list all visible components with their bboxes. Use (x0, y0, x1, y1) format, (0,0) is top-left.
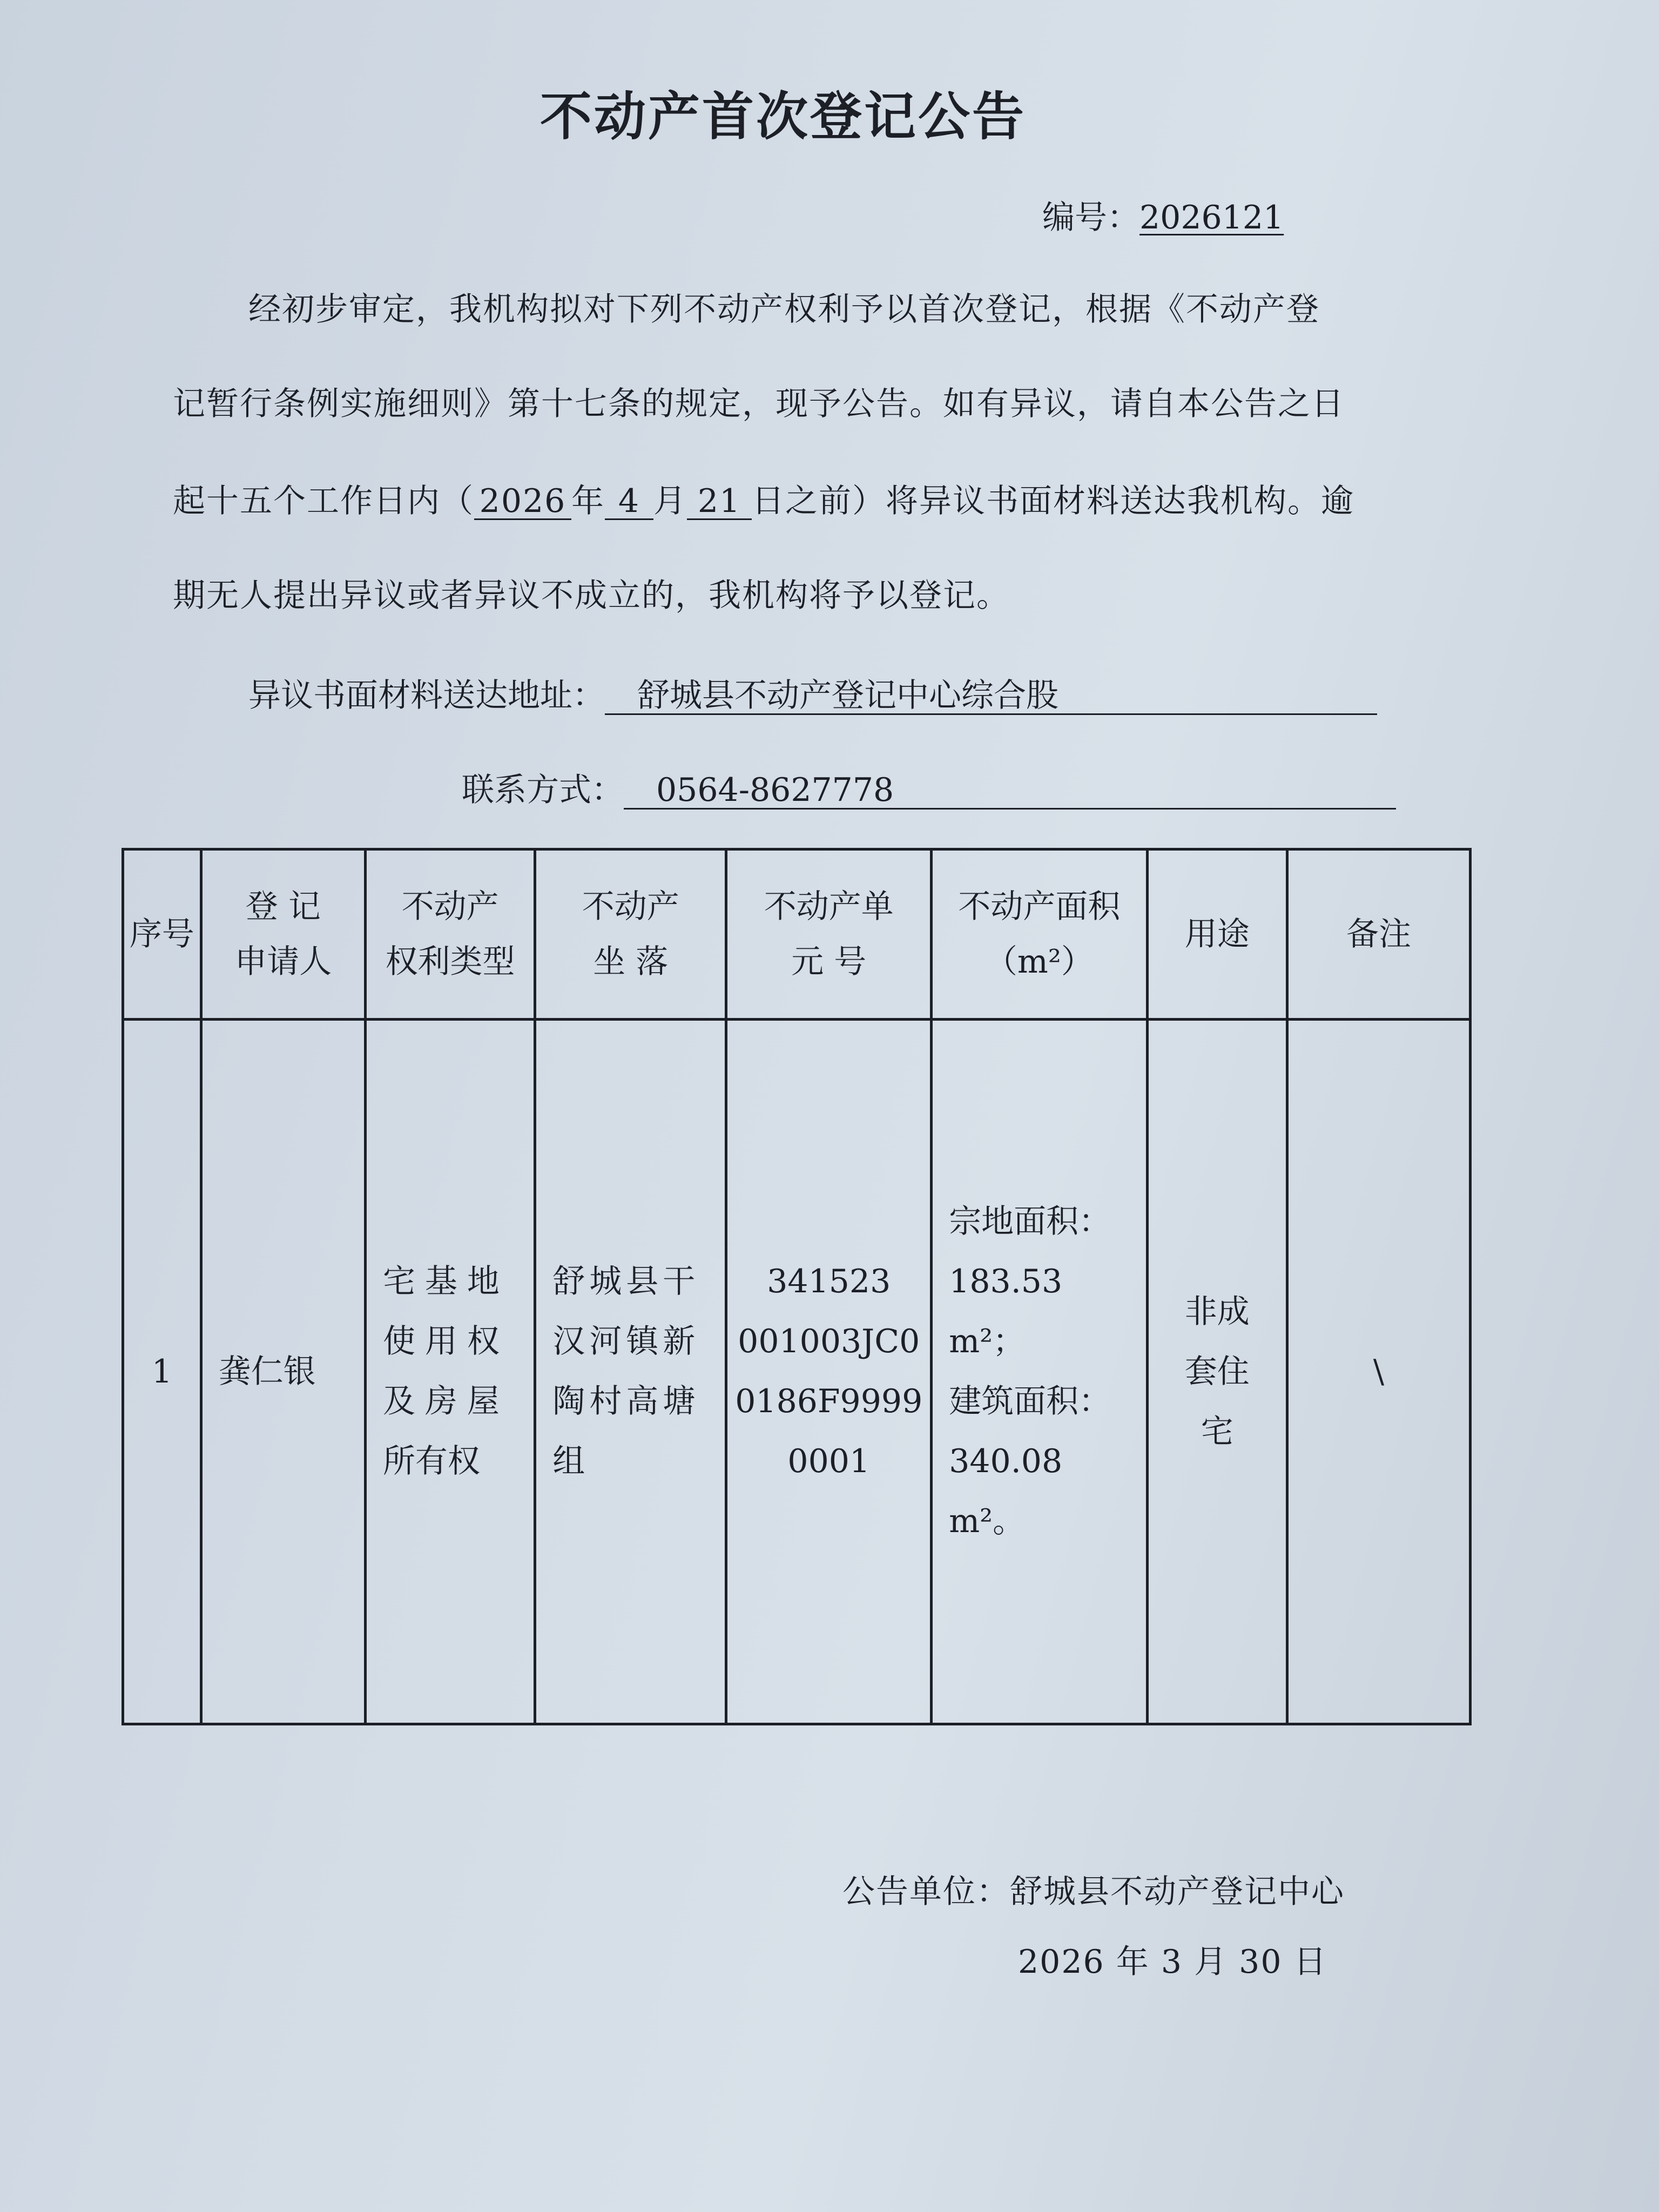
header-location: 不动产 坐 落 (535, 849, 726, 1020)
body-line-3-prefix: 起十五个工作日内（ (173, 482, 474, 520)
header-unit-number: 不动产单 元 号 (726, 849, 932, 1020)
cell-seq: 1 (123, 1020, 201, 1724)
issuing-unit: 公告单位：舒城县不动产登记中心 (842, 1873, 1345, 1911)
document-number-label: 编号： (1042, 199, 1139, 237)
deadline-month-unit: 月 (653, 482, 687, 520)
header-area: 不动产面积 （m²） (932, 849, 1147, 1020)
cell-applicant: 龚仁银 (201, 1020, 365, 1724)
table-row (123, 1020, 1471, 1724)
contact-label: 联系方式： (462, 771, 624, 809)
page-title: 不动产首次登记公告 (540, 86, 1026, 147)
contact-value: 0564-8627778 (624, 772, 1396, 810)
objection-address-label: 异议书面材料送达地址： (248, 677, 605, 714)
body-line-3-suffix: 日之前）将异议书面材料送达我机构。逾 (752, 482, 1354, 520)
table-header-row (123, 849, 1471, 1020)
registration-table (122, 848, 1472, 1725)
cell-location: 舒城县干 汉河镇新 陶村高塘 组 (535, 1020, 726, 1724)
document-number (1042, 192, 1284, 238)
objection-address-value: 舒城县不动产登记中心综合股 (605, 678, 1377, 715)
deadline-month: 4 (605, 484, 653, 520)
deadline-year-unit: 年 (571, 482, 605, 520)
cell-remark: \ (1287, 1020, 1470, 1724)
header-right-type: 不动产 权利类型 (365, 849, 535, 1020)
cell-right-type: 宅基地 使用权 及房屋 所有权 (365, 1020, 535, 1724)
issue-date: 2026 年 3 月 30 日 (1018, 1943, 1327, 1981)
header-seq: 序号 (123, 849, 201, 1020)
document-number-value: 2026121 (1139, 199, 1284, 237)
header-remark: 备注 (1287, 849, 1470, 1020)
body-line-4: 期无人提出异议或者异议不成立的，我机构将予以登记。 (173, 577, 1010, 615)
cell-use: 非成 套住 宅 (1147, 1020, 1287, 1724)
header-applicant: 登 记 申请人 (201, 849, 365, 1020)
deadline-year: 2026 (474, 484, 571, 520)
body-line-2: 记暂行条例实施细则》第十七条的规定，现予公告。如有异议，请自本公告之日 (173, 385, 1345, 423)
objection-address (248, 670, 1377, 716)
contact-info (462, 764, 1396, 811)
cell-unit-number: 341523 001003JC0 0186F9999 0001 (726, 1020, 932, 1724)
deadline-day: 21 (687, 484, 752, 520)
body-line-3 (173, 475, 1404, 522)
cell-area: 宗地面积： 183.53 m²； 建筑面积： 340.08 m²。 (932, 1020, 1147, 1724)
body-line-1: 经初步审定，我机构拟对下列不动产权利予以首次登记，根据《不动产登 (248, 291, 1320, 328)
header-use: 用途 (1147, 849, 1287, 1020)
